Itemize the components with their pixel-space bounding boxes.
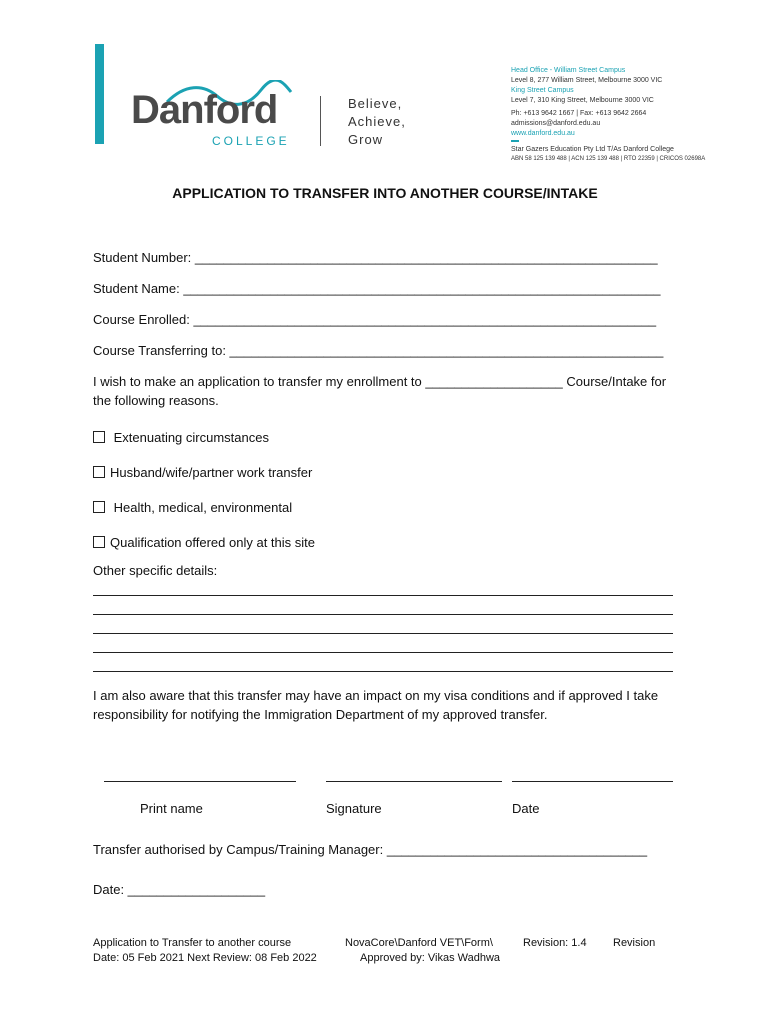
signature-label: Signature	[326, 801, 382, 816]
footer-dates: Date: 05 Feb 2021 Next Review: 08 Feb 2022	[93, 952, 317, 964]
details-line[interactable]	[93, 671, 673, 672]
reason-health[interactable]: Health, medical, environmental	[93, 500, 292, 515]
address-line: Star Gazers Education Pty Ltd T/As Danford College	[511, 146, 674, 153]
date-label: Date	[512, 801, 540, 816]
logo-subtitle: COLLEGE	[212, 134, 290, 148]
course-enrolled-field[interactable]: Course Enrolled: ________________________________________________________________	[93, 312, 657, 327]
checkbox-icon[interactable]	[93, 431, 105, 443]
address-line: Level 7, 310 King Street, Melbourne 3000 VIC	[511, 97, 654, 104]
address-line: King Street Campus	[511, 87, 574, 94]
logo-divider	[320, 96, 321, 146]
other-details-label: Other specific details:	[93, 563, 218, 578]
address-line: ABN 58 125 139 488 | ACN 125 139 488 | RTO 22359 | CRICOS 02698A	[511, 156, 706, 162]
visa-acknowledgement-cont: responsibility for notifying the Immigration Department of my approved transfer.	[93, 707, 548, 722]
form-title: APPLICATION TO TRANSFER INTO ANOTHER COURSE/INTAKE	[172, 185, 598, 201]
signature-line[interactable]	[326, 781, 502, 782]
address-line: Ph: +613 9642 1667 | Fax: +613 9642 2664	[511, 110, 647, 117]
logo-wordmark: Danford	[131, 88, 278, 132]
visa-acknowledgement: I am also aware that this transfer may have an impact on my visa conditions and if approved I take	[93, 688, 659, 703]
authorised-date-field[interactable]: Date: ___________________	[93, 882, 266, 897]
course-transferring-field[interactable]: Course Transferring to: ____________________________________________________________	[93, 343, 664, 358]
reason-partner-transfer[interactable]: Husband/wife/partner work transfer	[93, 465, 312, 480]
checkbox-icon[interactable]	[93, 466, 105, 478]
date-line[interactable]	[512, 781, 673, 782]
student-number-field[interactable]: Student Number: ________________________________________________________________	[93, 250, 658, 265]
logo-accent-bar	[95, 44, 104, 144]
transfer-statement-cont: the following reasons.	[93, 393, 219, 408]
details-line[interactable]	[93, 595, 673, 596]
checkbox-icon[interactable]	[93, 536, 105, 548]
footer-doc-title: Application to Transfer to another course	[93, 937, 292, 949]
tagline-line: Achieve,	[348, 114, 406, 129]
details-line[interactable]	[93, 614, 673, 615]
footer-approved: Approved by: Vikas Wadhwa	[360, 952, 501, 964]
address-dash	[511, 140, 519, 142]
reason-qualification[interactable]: Qualification offered only at this site	[93, 535, 315, 550]
footer-revision: Revision: 1.4	[523, 937, 587, 949]
reason-extenuating[interactable]: Extenuating circumstances	[93, 430, 269, 445]
address-line: www.danford.edu.au	[511, 130, 575, 137]
checkbox-icon[interactable]	[93, 501, 105, 513]
address-line: Level 8, 277 William Street, Melbourne 3000 VIC	[511, 77, 663, 84]
footer-revision-label: Revision	[613, 937, 656, 949]
tagline-line: Grow	[348, 132, 384, 147]
address-line: admissions@danford.edu.au	[511, 120, 601, 127]
details-line[interactable]	[93, 652, 673, 653]
print-name-label: Print name	[140, 801, 203, 816]
address-line: Head Office - William Street Campus	[511, 67, 626, 74]
print-name-line[interactable]	[104, 781, 296, 782]
transfer-statement[interactable]: I wish to make an application to transfer my enrollment to ___________________ Course/Intake for	[93, 374, 667, 389]
tagline-line: Believe,	[348, 96, 403, 111]
authorised-by-field[interactable]: Transfer authorised by Campus/Training Manager: ____________________________________	[93, 842, 648, 857]
student-name-field[interactable]: Student Name: __________________________________________________________________	[93, 281, 661, 296]
footer-path: NovaCore\Danford VET\Form\	[345, 937, 493, 949]
details-line[interactable]	[93, 633, 673, 634]
